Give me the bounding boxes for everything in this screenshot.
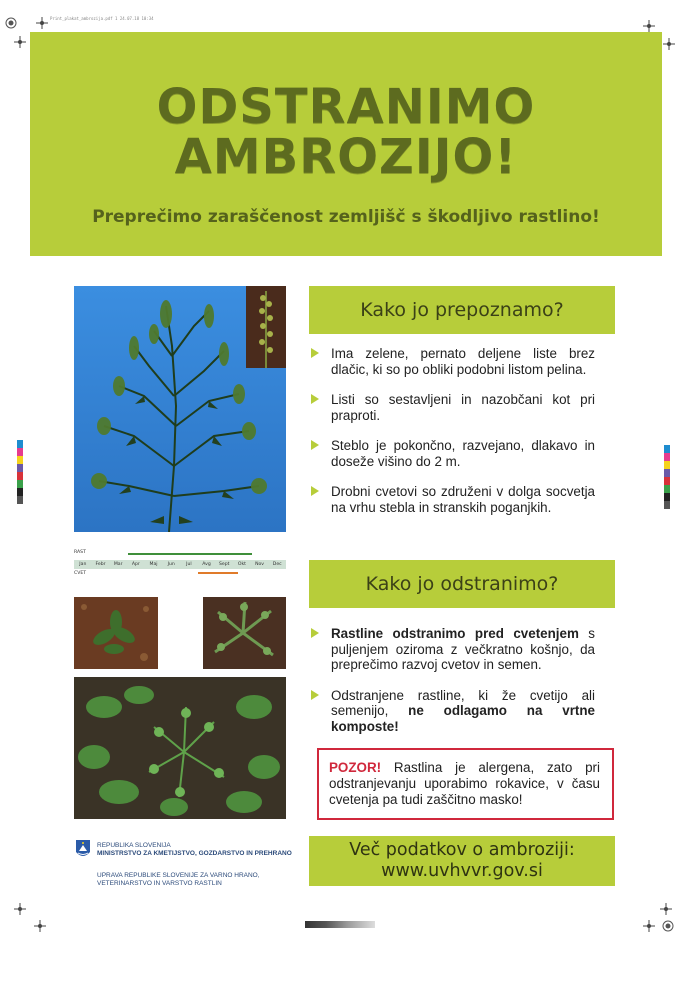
seedling-photo-2 <box>203 597 286 669</box>
calendar-month: Febr <box>95 562 106 567</box>
ministry-line2: MINISTRSTVO ZA KMETIJSTVO, GOZDARSTVO IN PREHRANO <box>97 850 292 857</box>
color-calibration-bar <box>664 445 670 509</box>
crosshair-mark-icon <box>14 903 26 915</box>
ministry-line1: REPUBLIKA SLOVENIJA <box>97 842 171 849</box>
ragweed-flower-inset-photo <box>246 286 286 368</box>
growth-label: RAST <box>74 550 86 555</box>
hero-banner <box>30 32 662 256</box>
list-item: Ima zelene, pernato deljene liste brez dlačic, ki so po obliki podobni listom pelina. <box>309 346 595 377</box>
agency-line1: UPRAVA REPUBLIKE SLOVENIJE ZA VARNO HRANO, <box>97 872 260 879</box>
calendar-month: Apr <box>131 562 140 567</box>
grayscale-calibration-strip <box>305 921 375 928</box>
allergy-warning-box <box>317 748 614 820</box>
crosshair-mark-icon <box>663 38 675 50</box>
registration-mark-icon <box>5 17 17 29</box>
crosshair-mark-icon <box>643 20 655 32</box>
calendar-month: Mar <box>113 562 123 567</box>
more-info-box <box>309 836 615 886</box>
hero-title <box>30 79 662 185</box>
calendar-months <box>74 560 286 569</box>
list-item: Steblo je pokončno, razvejano, dlakavo in doseže višino do 2 m. <box>309 438 595 469</box>
calendar-month: Avg <box>202 562 211 567</box>
bloom-label: CVET <box>74 571 87 576</box>
growth-period-line <box>128 553 252 555</box>
more-info-title: Več podatkov o ambroziji: <box>349 840 575 860</box>
hero-title-line1: ODSTRANIMO <box>156 79 536 135</box>
hero-subtitle: Preprečimo zaraščenost zemljišč s škodljivo rastlino! <box>92 207 600 227</box>
list-item: Odstranjene rastline, ki že cvetijo ali semenijo, ne odlagamo na vrtne komposte! <box>309 688 595 735</box>
calendar-month: Maj <box>149 562 158 567</box>
ragweed-field-photo <box>74 677 286 819</box>
calendar-month: Sept <box>218 562 230 567</box>
bullet-arrow-icon <box>311 348 319 358</box>
color-calibration-bar <box>17 440 23 504</box>
calendar-month: Okt <box>237 562 246 567</box>
remove-bullet-list <box>309 626 595 749</box>
agency-name <box>97 872 297 888</box>
growth-calendar <box>74 550 286 580</box>
calendar-month: Nov <box>255 562 265 567</box>
seedling-photo-1 <box>74 597 158 669</box>
section-remove-heading: Kako jo odstranimo? <box>309 560 615 608</box>
calendar-month: Dec <box>272 562 282 567</box>
bullet-arrow-icon <box>311 440 319 450</box>
bullet-arrow-icon <box>311 394 319 404</box>
print-header: Print_plakat_ambrozija.pdf 1 24.07.18 10:34 <box>50 16 154 21</box>
list-item: Rastline odstranimo pred cvetenjem s puljenjem oziroma z večkratno košnjo, da preprečimo razvoj cvetov in semen. <box>309 626 595 673</box>
slovenia-coat-of-arms-icon <box>76 840 90 860</box>
crosshair-mark-icon <box>660 903 672 915</box>
ministry-name <box>97 842 297 858</box>
calendar-month: Jul <box>186 562 192 567</box>
crosshair-mark-icon <box>34 920 46 932</box>
crosshair-mark-icon <box>36 17 48 29</box>
calendar-month: Jan <box>79 562 87 567</box>
crosshair-mark-icon <box>14 36 26 48</box>
list-item: Drobni cvetovi so združeni v dolga socvetja na vrhu stebla in stranskih poganjkih. <box>309 484 595 515</box>
more-info-url[interactable]: www.uvhvvr.gov.si <box>381 861 543 881</box>
registration-mark-icon <box>662 920 674 932</box>
hero-title-line2: AMBROZIJO! <box>174 129 518 185</box>
bullet-arrow-icon <box>311 486 319 496</box>
recognize-bullet-list <box>309 346 595 530</box>
list-item: Listi so sestavljeni in nazobčani kot pri praproti. <box>309 392 595 423</box>
calendar-month: Jun <box>167 562 175 567</box>
agency-line2: VETERINARSTVO IN VARSTVO RASTLIN <box>97 880 222 887</box>
section-recognize-heading: Kako jo prepoznamo? <box>309 286 615 334</box>
bullet-arrow-icon <box>311 690 319 700</box>
warning-label: POZOR! <box>329 760 382 775</box>
bullet-arrow-icon <box>311 628 319 638</box>
bloom-period-line <box>198 572 238 574</box>
crosshair-mark-icon <box>643 920 655 932</box>
warning-text: Rastlina je alergena, zato pri odstranjevanju uporabimo rokavice, v času cvetenja pa tudi zaščitno masko! <box>329 760 600 807</box>
